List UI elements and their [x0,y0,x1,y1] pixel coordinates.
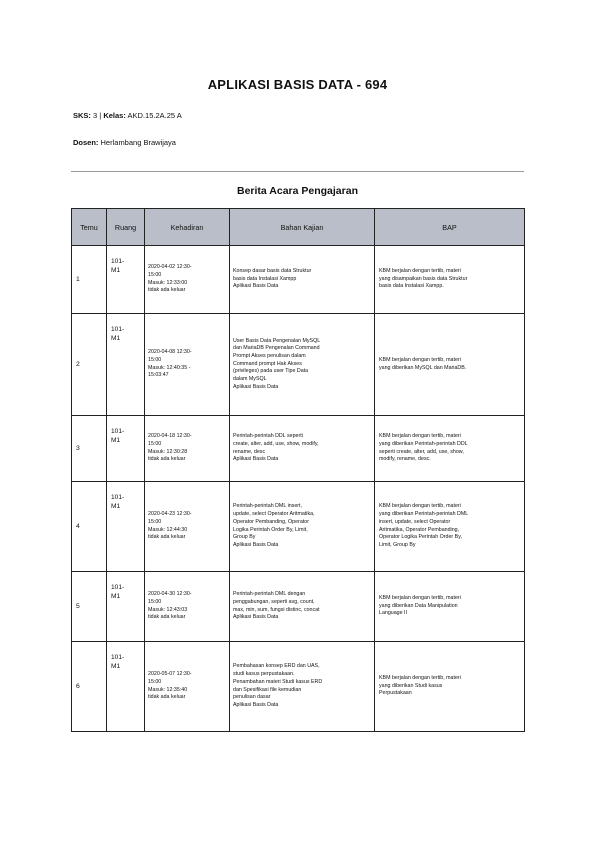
table-header-row [72,209,525,246]
separator: | [99,111,102,120]
bahan-kajian-cell: Perintah-perintah DML dengan penggabungan, seperti avg, count, max, min, sum, fungsi distinc, concat Aplikasi Basis Data [230,572,375,642]
lecturer-line [73,138,176,147]
table-row [72,314,525,416]
col-header-ruang: Ruang [107,209,145,246]
sks-value: 3 [93,111,98,120]
temu-cell: 4 [72,482,107,572]
ruang-cell: 101- M1 [107,314,145,416]
kehadiran-cell: 2020-04-23 12:30- 15:00 Masuk: 12:44:30 tidak ada keluar [145,482,230,572]
divider [71,171,524,172]
bahan-kajian-cell: Perintah-perintah DML insert, update, select Operator Aritmatika, Operator Pembanding, Operator Logika Perintah Order By, Limit, Group By Aplikasi Basis Data [230,482,375,572]
bap-cell: KBM berjalan dengan tertib, materi yang diberikan Studi kasus Perpustakaan [375,642,525,732]
kelas-value: AKD.15.2A.25 A [127,111,182,120]
temu-cell: 1 [72,246,107,314]
table-row [72,642,525,732]
col-header-kehadiran: Kehadiran [145,209,230,246]
bahan-kajian-cell: User Basis Data Pengenalan MySQL dan MariaDB Pengenalan Command Prompt Akses penulisan dalam Command prompt Hak Akses (privileges) pada user Tipe Data dalam MySQL Aplikasi Basis Data [230,314,375,416]
dosen-label: Dosen: [73,138,99,147]
temu-cell: 5 [72,572,107,642]
col-header-bap: BAP [375,209,525,246]
kehadiran-cell: 2020-05-07 12:30- 15:00 Masuk: 12:35:40 tidak ada keluar [145,642,230,732]
section-title: Berita Acara Pengajaran [236,185,358,197]
table-row [72,246,525,314]
ruang-cell: 101- M1 [107,642,145,732]
temu-cell: 6 [72,642,107,732]
bahan-kajian-cell: Perintah-perintah DDL seperti create, alter, add, use, show, modify, rename, desc Aplikasi Basis Data [230,416,375,482]
bap-cell: KBM berjalan dengan tertib, materi yang diberikan Perintah-perintah DML insert, update, select Operator Aritmatika, Operator Pembanding, Operator Logika Perintah Order By, Limit, Group By [375,482,525,572]
ruang-cell: 101- M1 [107,246,145,314]
ruang-cell: 101- M1 [107,572,145,642]
ruang-cell: 101- M1 [107,482,145,572]
table-row [72,482,525,572]
course-meta [73,111,182,120]
bap-table [71,208,525,732]
bap-cell: KBM berjalan dengan tertib, materi yang diberikan Data Manipulation Language II [375,572,525,642]
table-row [72,416,525,482]
bahan-kajian-cell: Pembahasan konsep ERD dan UAS, studi kasus perpustakaan. Penambahan materi Studi kasus ERD dan Spesifikasi file kemudian penulisan dasar Aplikasi Basis Data [230,642,375,732]
kehadiran-cell: 2020-04-08 12:30- 15:00 Masuk: 12:40:35 - 15:03:47 [145,314,230,416]
dosen-value: Herlambang Brawijaya [100,138,176,147]
col-header-bahan-kajian: Bahan Kajian [230,209,375,246]
sks-label: SKS: [73,111,91,120]
kehadiran-cell: 2020-04-18 12:30- 15:00 Masuk: 12:30:28 tidak ada keluar [145,416,230,482]
kelas-label: Kelas: [103,111,126,120]
ruang-cell: 101- M1 [107,416,145,482]
bap-cell: KBM berjalan dengan tertib, materi yang disampaikan basis data Struktur basis data Instalasi Xampp. [375,246,525,314]
kehadiran-cell: 2020-04-02 12:30- 15:00 Masuk: 12:33:00 tidak ada keluar [145,246,230,314]
course-title: APLIKASI BASIS DATA - 694 [207,77,388,92]
temu-cell: 2 [72,314,107,416]
bap-cell: KBM berjalan dengan tertib, materi yang diberikan Perintah-perintah DDL seperti create, alter, add, use, show, modify, rename, desc. [375,416,525,482]
col-header-temu: Temu [72,209,107,246]
temu-cell: 3 [72,416,107,482]
bap-cell: KBM berjalan dengan tertib, materi yang diberikan MySQL dan MariaDB. [375,314,525,416]
table-row [72,572,525,642]
kehadiran-cell: 2020-04-30 12:30- 15:00 Masuk: 12:43:03 tidak ada keluar [145,572,230,642]
bahan-kajian-cell: Konsep dasar basis data Struktur basis data Instalasi Xampp Aplikasi Basis Data [230,246,375,314]
